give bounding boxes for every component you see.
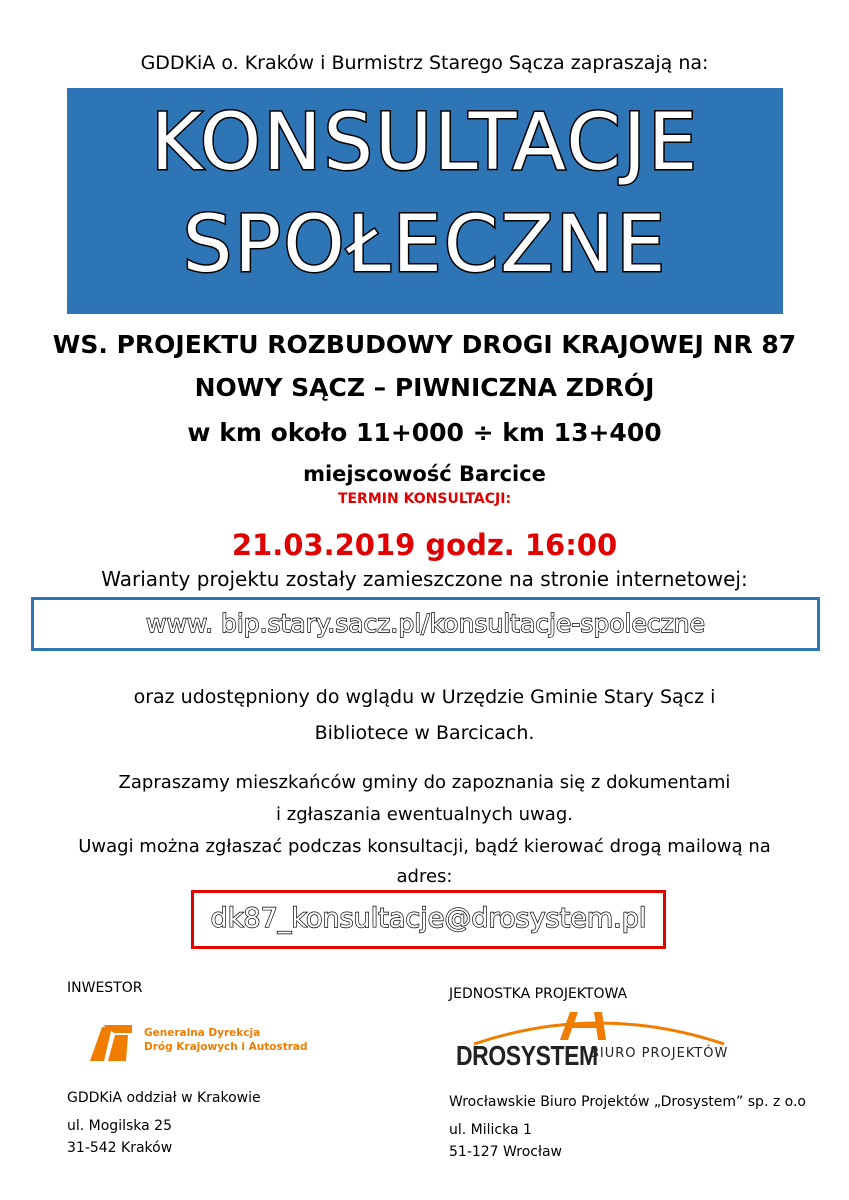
invitation-line-2: i zgłaszania ewentualnych uwag. <box>276 804 573 825</box>
title-line-1: KONSULTACJE <box>150 98 700 188</box>
email-box <box>191 890 666 949</box>
invitation-line-3: Uwagi można zgłaszać podczas konsultacji, bądź kierować drogą mailową na <box>78 836 771 857</box>
invitation-line-1: Zapraszamy mieszkańców gminy do zapoznania się z dokumentami <box>118 772 731 793</box>
subject-location: miejscowość Barcice <box>303 462 546 486</box>
drosystem-logo <box>454 1008 744 1078</box>
url-box <box>31 597 820 651</box>
drosystem-address <box>449 1091 806 1163</box>
oraz-line-2: Bibliotece w Barcicach. <box>314 722 535 744</box>
gddkia-city: 31-542 Kraków <box>67 1140 173 1156</box>
title-line-2: SPOŁECZNE <box>182 200 668 290</box>
drosystem-logo-sub: BIURO PROJEKTÓW <box>590 1046 729 1061</box>
website-url[interactable]: www. bip.stary.sacz.pl/konsultacje-spoleczne <box>146 609 705 638</box>
termin-date: 21.03.2019 godz. 16:00 <box>231 528 618 562</box>
road-logo-icon <box>88 1021 136 1063</box>
drosystem-street: ul. Milicka 1 <box>449 1122 532 1138</box>
drosystem-logo-name: DROSYSTEM <box>456 1040 598 1071</box>
termin-label: TERMIN KONSULTACJI: <box>337 491 512 507</box>
gddkia-logo-line-2: Dróg Krajowych i Autostrad <box>144 1041 308 1053</box>
drosystem-city: 51-127 Wrocław <box>449 1144 562 1160</box>
subject-line-1: WS. PROJEKTU ROZBUDOWY DROGI KRAJOWEJ NR 87 <box>52 330 797 359</box>
intro-text: GDDKiA o. Kraków i Burmistrz Starego Sącza zapraszają na: <box>140 52 709 74</box>
inwestor-label: INWESTOR <box>67 980 143 996</box>
gddkia-logo <box>88 1021 318 1063</box>
drosystem-name: Wrocławskie Biuro Projektów „Drosystem” sp. z o.o <box>449 1094 806 1110</box>
invitation-line-4: adres: <box>396 866 453 887</box>
contact-email[interactable]: dk87_konsultacje@drosystem.pl <box>210 903 647 934</box>
subject-line-3: w km około 11+000 ÷ km 13+400 <box>187 418 662 447</box>
warianty-text: Warianty projektu zostały zamieszczone na stronie internetowej: <box>101 567 748 591</box>
oraz-line-1: oraz udostępniony do wglądu w Urzędzie Gminie Stary Sącz i <box>133 686 716 708</box>
subject-line-2: NOWY SĄCZ – PIWNICZNA ZDRÓJ <box>194 373 655 402</box>
title-banner <box>67 88 783 314</box>
jednostka-label: JEDNOSTKA PROJEKTOWA <box>449 986 628 1002</box>
gddkia-address <box>67 1087 261 1159</box>
gddkia-logo-line-1: Generalna Dyrekcja <box>144 1027 261 1039</box>
gddkia-name: GDDKiA oddział w Krakowie <box>67 1090 261 1106</box>
gddkia-street: ul. Mogilska 25 <box>67 1118 172 1134</box>
